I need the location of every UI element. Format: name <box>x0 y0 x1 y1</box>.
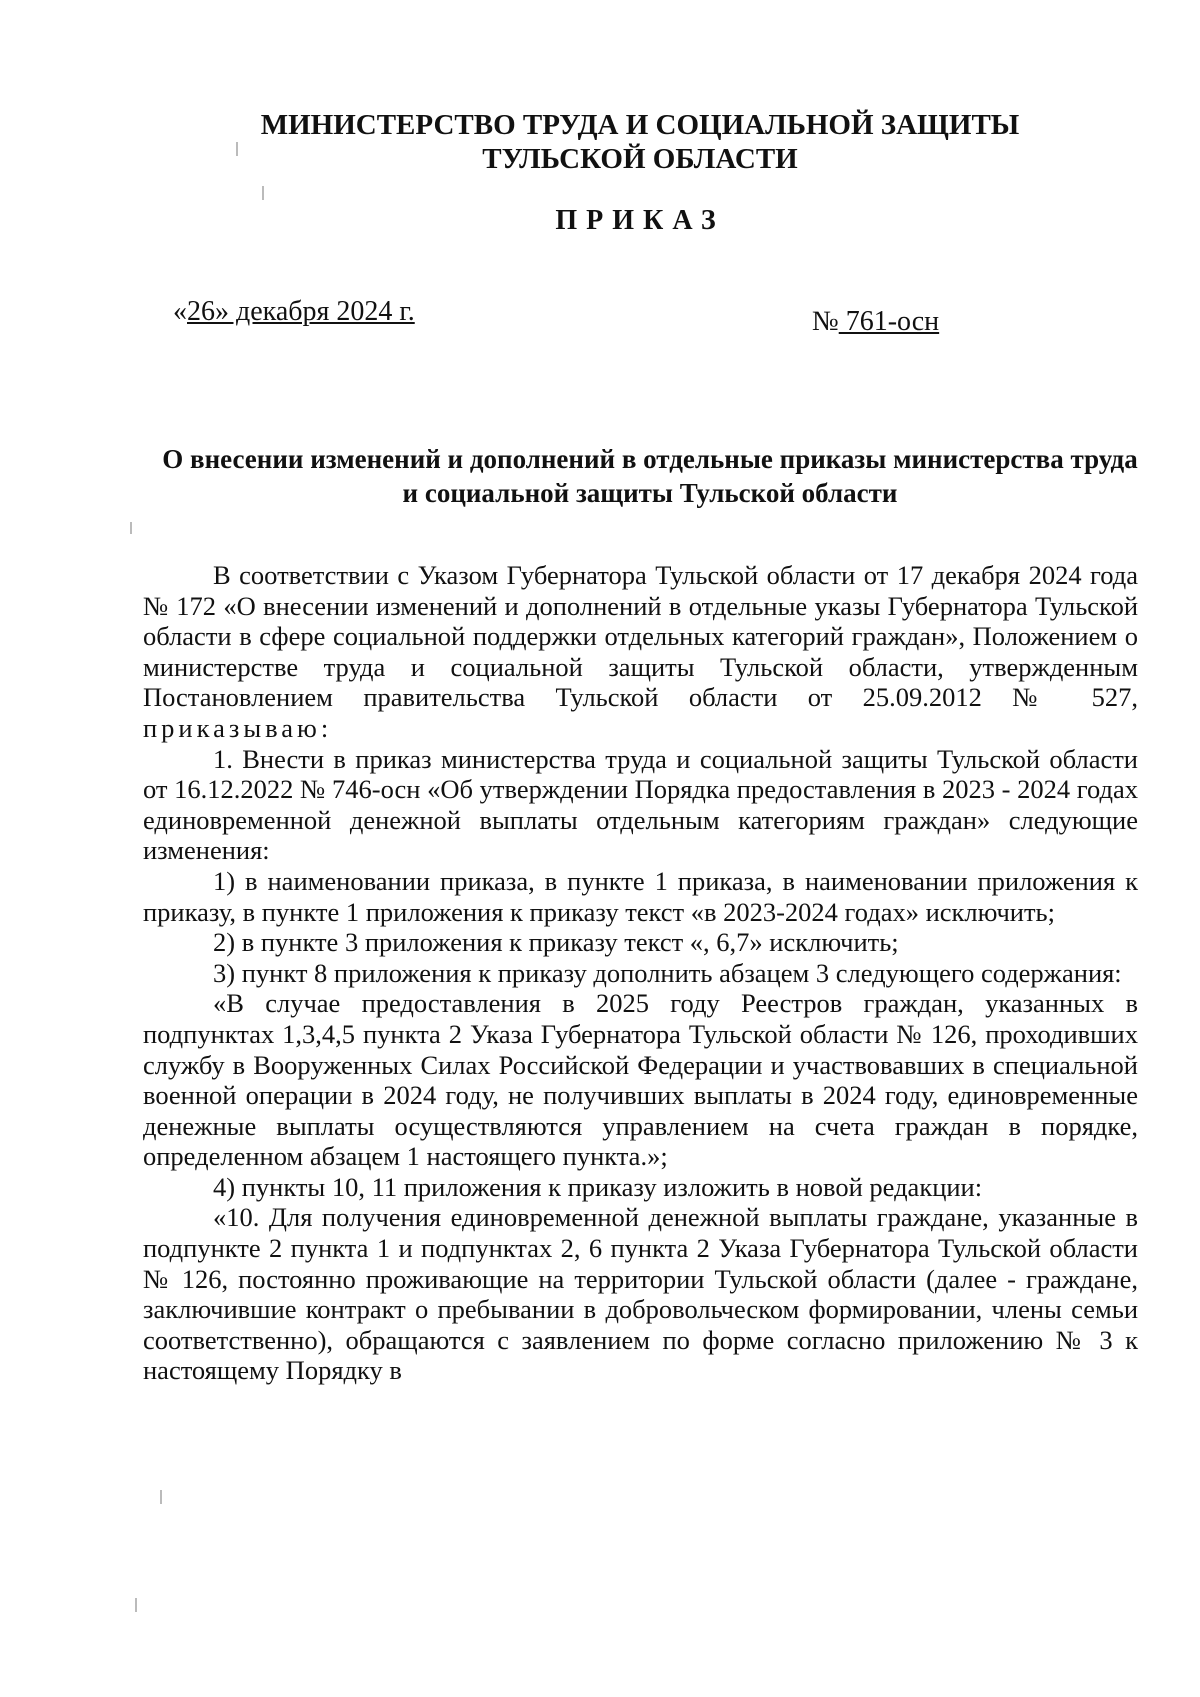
date-month-year: » декабря 2024 г. <box>215 296 415 327</box>
document-number <box>812 306 939 338</box>
quote-2-paragraph: «10. Для получения единовременной денежной выплаты граждане, указанные в подпункте 2 пункта 1 и подпунктах 2, 6 пункта 2 Указа Губернатора Тульской области № 126, постоянно проживающие на территории Тульской области (далее - граждане, заключившие контракт о пребывании в добровольческом формировании, члены семьи соответственно), обращаются с заявлением по форме согласно приложению № 3 к настоящему Порядку в <box>143 1202 1138 1386</box>
document-type: ПРИКАЗ <box>555 205 725 236</box>
subitem-1-paragraph: 1) в наименовании приказа, в пункте 1 приказа, в наименовании приложения к приказу, в пункте 1 приложения к приказу текст «в 2023-2024 годах» исключить; <box>143 865 1138 927</box>
preamble-text: В соответствии с Указом Губернатора Тульской области от 17 декабря 2024 года № 172 «О внесении изменений и дополнений в отдельные указы Губернатора Тульской области в сфере социальной поддержки отдельных категорий граждан», Положением о министерстве труда и социальной защиты Тульской области, утвержденным Постановлением правительства Тульской области от 25.09.2012 № 527, <box>143 560 1138 713</box>
date-quote-open: « <box>173 296 187 327</box>
subitem-4-paragraph: 4) пункты 10, 11 приложения к приказу изложить в новой редакции: <box>213 1171 983 1202</box>
scan-artifact <box>135 1598 137 1612</box>
scan-artifact <box>160 1490 162 1504</box>
ministry-header-line2: ТУЛЬСКОЙ ОБЛАСТИ <box>482 143 798 175</box>
document-date <box>173 296 415 328</box>
document-subject: О внесении изменений и дополнений в отдельные приказы министерства труда и социальной защиты Тульской области <box>162 444 1138 508</box>
ministry-header <box>130 108 1150 176</box>
item-1-paragraph: 1. Внести в приказ министерства труда и социальной защиты Тульской области от 16.12.2022 № 746-осн «Об утверждении Порядка предоставления в 2023 - 2024 годах единовременной денежной выплаты отдельным категориям граждан» следующие изменения: <box>143 743 1138 866</box>
number-value: 761-осн <box>838 306 940 337</box>
preamble-paragraph <box>143 560 1138 744</box>
scan-artifact <box>130 522 132 534</box>
document-body <box>143 560 1138 1386</box>
preamble-verb: приказываю: <box>143 712 333 743</box>
subitem-2-paragraph: 2) в пункте 3 приложения к приказу текст «, 6,7» исключить; <box>213 927 899 958</box>
date-day: 26 <box>187 296 215 327</box>
number-label: № <box>812 306 839 337</box>
ministry-header-line1: МИНИСТЕРСТВО ТРУДА И СОЦИАЛЬНОЙ ЗАЩИТЫ <box>260 109 1020 141</box>
scan-artifact <box>262 186 264 200</box>
subitem-3-paragraph: 3) пункт 8 приложения к приказу дополнить абзацем 3 следующего содержания: <box>213 957 1122 988</box>
quote-1-paragraph: «В случае предоставления в 2025 году Реестров граждан, указанных в подпунктах 1,3,4,5 пункта 2 Указа Губернатора Тульской области № 126, проходивших службу в Вооруженных Силах Российской Федерации и участвовавших в специальной военной операции в 2024 году, не получивших выплаты в 2024 году, единовременные денежные выплаты осуществляются управлением на счета граждан в порядке, определенном абзацем 1 настоящего пункта.»; <box>143 988 1138 1172</box>
